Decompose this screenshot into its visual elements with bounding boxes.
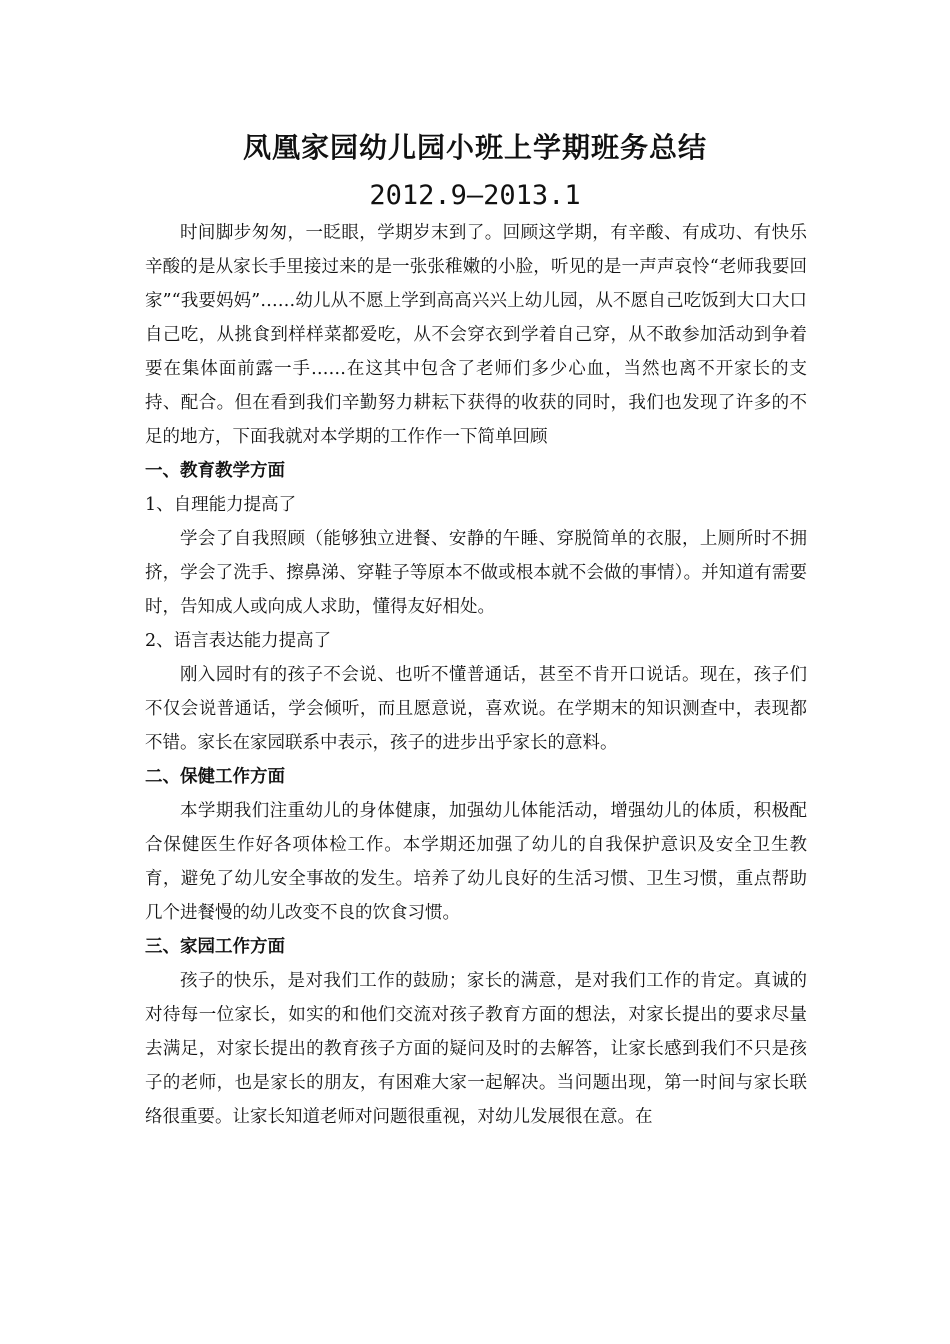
document-title: 凤凰家园幼儿园小班上学期班务总结 xyxy=(242,131,707,164)
subheading-language: 2、语言表达能力提高了 xyxy=(145,631,332,651)
section-heading-health: 二、保健工作方面 xyxy=(145,767,285,787)
document-body xyxy=(145,216,807,1134)
date-range: 2012.9—2013.1 xyxy=(369,180,581,211)
paragraph-self-care: 学会了自我照顾（能够独立进餐、安静的午睡、穿脱简单的衣服，上厕所时不拥挤，学会了洗手、擦鼻涕、穿鞋子等原本不做或根本就不会做的事情）。并知道有需要时，告知成人或向成人求助，懂得友好相处。 xyxy=(145,529,807,617)
section-heading-home-school: 三、家园工作方面 xyxy=(145,937,285,957)
paragraph-health: 本学期我们注重幼儿的身体健康，加强幼儿体能活动，增强幼儿的体质，积极配合保健医生作好各项体检工作。本学期还加强了幼儿的自我保护意识及安全卫生教育，避免了幼儿安全事故的发生。培养了幼儿良好的生活习惯、卫生习惯，重点帮助几个进餐慢的幼儿改变不良的饮食习惯。 xyxy=(145,801,807,923)
subheading-self-care: 1、自理能力提高了 xyxy=(145,495,297,515)
paragraph-language: 刚入园时有的孩子不会说、也听不懂普通话，甚至不肯开口说话。现在，孩子们不仅会说普通话，学会倾听，而且愿意说，喜欢说。在学期末的知识测查中，表现都不错。家长在家园联系中表示，孩子的进步出乎家长的意料。 xyxy=(145,665,807,753)
section-heading-education: 一、教育教学方面 xyxy=(145,461,285,481)
paragraph-intro: 时间脚步匆匆，一眨眼，学期岁末到了。回顾这学期，有辛酸、有成功、有快乐辛酸的是从家长手里接过来的是一张张稚嫩的小脸，听见的是一声声哀怜“老师我要回家”“我要妈妈”……幼儿从不愿上学到高高兴兴上幼儿园，从不愿自己吃饭到大口大口自己吃，从挑食到样样菜都爱吃，从不会穿衣到学着自己穿，从不敢参加活动到争着要在集体面前露一手……在这其中包含了老师们多少心血，当然也离不开家长的支持、配合。但在看到我们辛勤努力耕耘下获得的收获的同时，我们也发现了许多的不足的地方，下面我就对本学期的工作作一下简单回顾 xyxy=(145,223,807,447)
paragraph-home-school: 孩子的快乐，是对我们工作的鼓励；家长的满意，是对我们工作的肯定。真诚的对待每一位家长，如实的和他们交流对孩子教育方面的想法，对家长提出的要求尽量去满足，对家长提出的教育孩子方面的疑问及时的去解答，让家长感到我们不只是孩子的老师，也是家长的朋友，有困难大家一起解决。当问题出现，第一时间与家长联络很重要。让家长知道老师对问题很重视，对幼儿发展很在意。在 xyxy=(145,971,807,1127)
